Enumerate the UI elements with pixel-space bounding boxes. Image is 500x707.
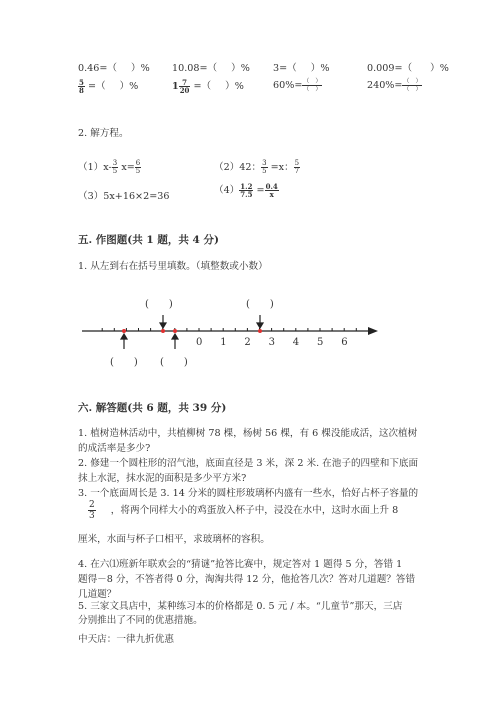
number-line-label-0: 0 — [196, 337, 203, 348]
s6-line-2: 的成活率是多少? — [78, 443, 151, 454]
q1-r2c4-den: （ ） — [403, 86, 422, 93]
q2-eq4-n2: 0.4 — [265, 182, 278, 191]
arrow-down-icon — [160, 315, 263, 328]
q1-r2c3-num: （ ） — [303, 78, 322, 85]
q2-eq1-mid: x= — [121, 162, 135, 173]
q1-r2c1-num: 5 — [79, 78, 84, 87]
arrow-up-icon — [121, 334, 178, 349]
number-line-point-c — [173, 329, 177, 333]
s6-frac-after: ，将两个同样大小的鸡蛋放入杯子中，浸没在水中，这时水面上升 8 — [110, 505, 399, 516]
q2-eq2-mid: =x： — [270, 162, 294, 173]
q2-eq2-label: （2）42： — [214, 162, 262, 173]
paren-top-2: ( ) — [246, 299, 274, 310]
q1-r2c2-pct: ）% — [225, 81, 244, 92]
q2-eq2-d1: 5 — [262, 167, 267, 175]
q1-r2c3-den: （ ） — [303, 86, 322, 93]
q2-eq2 — [214, 159, 300, 175]
q2-eq4-d1: 7.5 — [240, 190, 253, 199]
q1-r1c1 — [78, 60, 150, 74]
q1-r2c1-pct: ）% — [119, 81, 139, 92]
s6-line-1: 1. 植树造林活动中，共植柳树 78 棵，杨树 56 棵，有 6 棵没能成活，这次植树 — [78, 428, 418, 439]
q2-eq4 — [214, 182, 279, 198]
q2-eq2-n2: 5 — [294, 159, 300, 167]
q1-r2c1-eq: =（ — [87, 81, 106, 92]
number-line-point-d — [258, 329, 262, 333]
q1-r2c4-pre: 240%= — [367, 80, 403, 91]
number-line-label-4: 4 — [292, 337, 300, 348]
s6-line-8: 题得－8 分，不答者得 0 分，淘淘共得 12 分，他抢答几次？答对几道题？答错 — [78, 574, 416, 585]
q1-r1c4-post: ）% — [430, 63, 449, 74]
s6-frac-line — [88, 500, 398, 521]
number-line-label-2: 2 — [244, 337, 251, 348]
s6-frac-den: 3 — [89, 511, 95, 521]
q2-eq1-n1: 3 — [112, 159, 118, 167]
q1-r1c2 — [172, 60, 250, 74]
q2-title: 2. 解方程。 — [78, 128, 129, 139]
section5-heading: 五. 作图题(共 1 题，共 4 分) — [78, 234, 219, 246]
number-line-arrow-icon — [368, 327, 378, 335]
number-line-label-6: 6 — [341, 337, 348, 348]
q1-r1c4 — [367, 60, 449, 74]
q1-r1c3-post: ）% — [310, 63, 330, 74]
q1-r2c2-num: 7 — [179, 79, 191, 87]
s6-line-10: 5. 三家文具店中，某种练习本的价格都是 0. 5 元 / 本。“儿童节”那天，三店 — [78, 601, 403, 612]
q1-r2c3 — [273, 78, 322, 93]
q1-r1c1-pre: 0.46=（ — [78, 63, 117, 74]
number-line-label-5: 5 — [317, 337, 324, 348]
q1-r2c2-whole: 1 — [172, 81, 179, 92]
q2-eq1-d1: 5 — [112, 167, 118, 175]
q1-r1c2-pre: 10.08=（ — [172, 63, 218, 74]
number-line-point-b — [161, 329, 165, 333]
number-line-labels — [196, 337, 348, 348]
q1-r2c1-den: 8 — [79, 86, 84, 95]
q1-r2c2-den: 20 — [179, 86, 190, 95]
q2-eq1-n2: 6 — [135, 159, 141, 167]
q1-r1c3-pre: 3=（ — [273, 63, 297, 74]
q2-eq1-label: （1）x- — [78, 162, 112, 173]
q1-r1c2-post: ）% — [231, 63, 250, 74]
q1-r1c1-post: ）% — [131, 63, 150, 74]
number-line-label-1: 1 — [220, 337, 227, 348]
q1-r2c2 — [172, 78, 244, 94]
q2-eq3: （3）5x+16×2=36 — [78, 191, 170, 202]
q1-r1c3 — [273, 60, 329, 74]
s6-line-4: 抹上水泥，抹水泥的面积是多少平方米? — [78, 473, 247, 484]
section6-heading: 六. 解答题(共 6 题，共 39 分) — [78, 402, 227, 414]
q1-r2c1 — [78, 78, 138, 94]
q2-eq2-n1: 3 — [262, 159, 267, 167]
s6-line-7: 4. 在六⑴班新年联欢会的“猜谜”抢答比赛中，规定答对 1 题得 5 分，答错 1 — [78, 559, 403, 570]
s6-line-6: 厘米，水面与杯子口相平，求玻璃杯的容积。 — [78, 534, 270, 545]
q2-eq2-d2: 7 — [294, 167, 300, 175]
q2-eq4-d2: x — [269, 190, 274, 199]
s6-frac-num: 2 — [89, 500, 95, 510]
q2-eq4-label: （4） — [214, 185, 240, 196]
q1-r2c3-pre: 60%= — [273, 80, 303, 91]
s6-line-9: 几道题？ — [78, 589, 117, 600]
number-line-label-3: 3 — [268, 337, 275, 348]
q2-eq4-mid: = — [256, 185, 265, 196]
number-line — [0, 295, 500, 385]
q1-r2c4 — [367, 78, 422, 93]
q1-r2c4-num: （ ） — [403, 78, 422, 85]
paren-top-1: ( ) — [145, 299, 173, 310]
paren-bottom-1: ( ) — [110, 357, 138, 368]
q2-eq1-d2: 5 — [135, 167, 141, 175]
q1-r1c4-pre: 0.009=（ — [367, 63, 413, 74]
number-line-point-a — [122, 329, 126, 333]
s6-line-5: 3. 一个底面周长是 3. 14 分米的圆柱形玻璃杯内盛有一些水，恰好占杯子容量的 — [78, 488, 419, 499]
store-offer: 中天店：一律九折优惠 — [78, 634, 174, 645]
s6-line-3: 2. 修建一个圆柱形的沼气池，底面直径是 3 米，深 2 米. 在池子的四壁和下底面 — [78, 458, 419, 469]
q2-eq1 — [78, 159, 141, 175]
section5-question1: 1. 从左到右在括号里填数。（填整数或小数） — [78, 261, 268, 272]
q2-eq4-n1: 1.2 — [240, 182, 253, 191]
paren-bottom-2: ( ) — [160, 357, 188, 368]
s6-line-11: 分别推出了不同的优惠措施。 — [78, 615, 203, 626]
q1-r2c2-eq: =（ — [193, 81, 212, 92]
